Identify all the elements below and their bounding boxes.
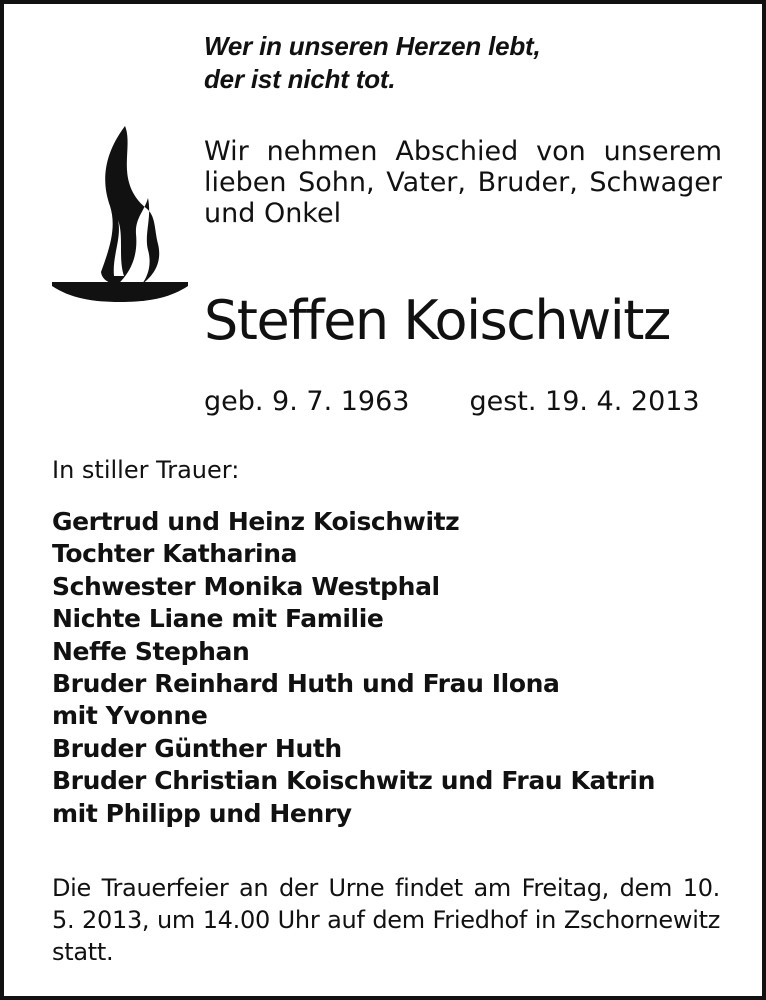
flame-bowl-icon — [52, 126, 188, 302]
mourner-line: mit Yvonne — [52, 701, 208, 731]
deceased-name: Steffen Koischwitz — [204, 289, 670, 352]
mourner-line: Bruder Günther Huth — [52, 733, 342, 763]
mourner-line: Bruder Christian Koischwitz und Frau Katrin — [52, 766, 655, 796]
mourning-label: In stiller Trauer: — [52, 456, 240, 484]
funeral-service-note: Die Trauerfeier an der Urne findet am Freitag, dem 10. 5. 2013, um 14.00 Uhr auf dem Friedhof in Zschornewitz statt. — [52, 874, 720, 966]
mourner-line: Neffe Stephan — [52, 636, 250, 666]
mourner-line: Tochter Katharina — [52, 539, 298, 569]
mourner-line: Gertrud und Heinz Koischwitz — [52, 507, 460, 536]
motto-line-2: der ist nicht tot. — [204, 64, 396, 94]
mourners-list — [52, 506, 732, 830]
death-date: gest. 19. 4. 2013 — [469, 386, 700, 417]
mourner-line: Bruder Reinhard Huth und Frau Ilona — [52, 669, 560, 699]
motto — [204, 30, 744, 96]
mourner-line: mit Philipp und Henry — [52, 798, 352, 828]
birth-date: geb. 9. 7. 1963 — [204, 386, 410, 417]
life-dates — [204, 385, 700, 419]
mourner-line: Schwester Monika Westphal — [52, 571, 440, 601]
mourner-line: Nichte Liane mit Familie — [52, 604, 384, 634]
motto-line-1: Wer in unseren Herzen lebt, — [204, 31, 541, 61]
intro-text: Wir nehmen Abschied von unserem lieben Sohn, Vater, Bruder, Schwager und Onkel — [204, 136, 722, 229]
